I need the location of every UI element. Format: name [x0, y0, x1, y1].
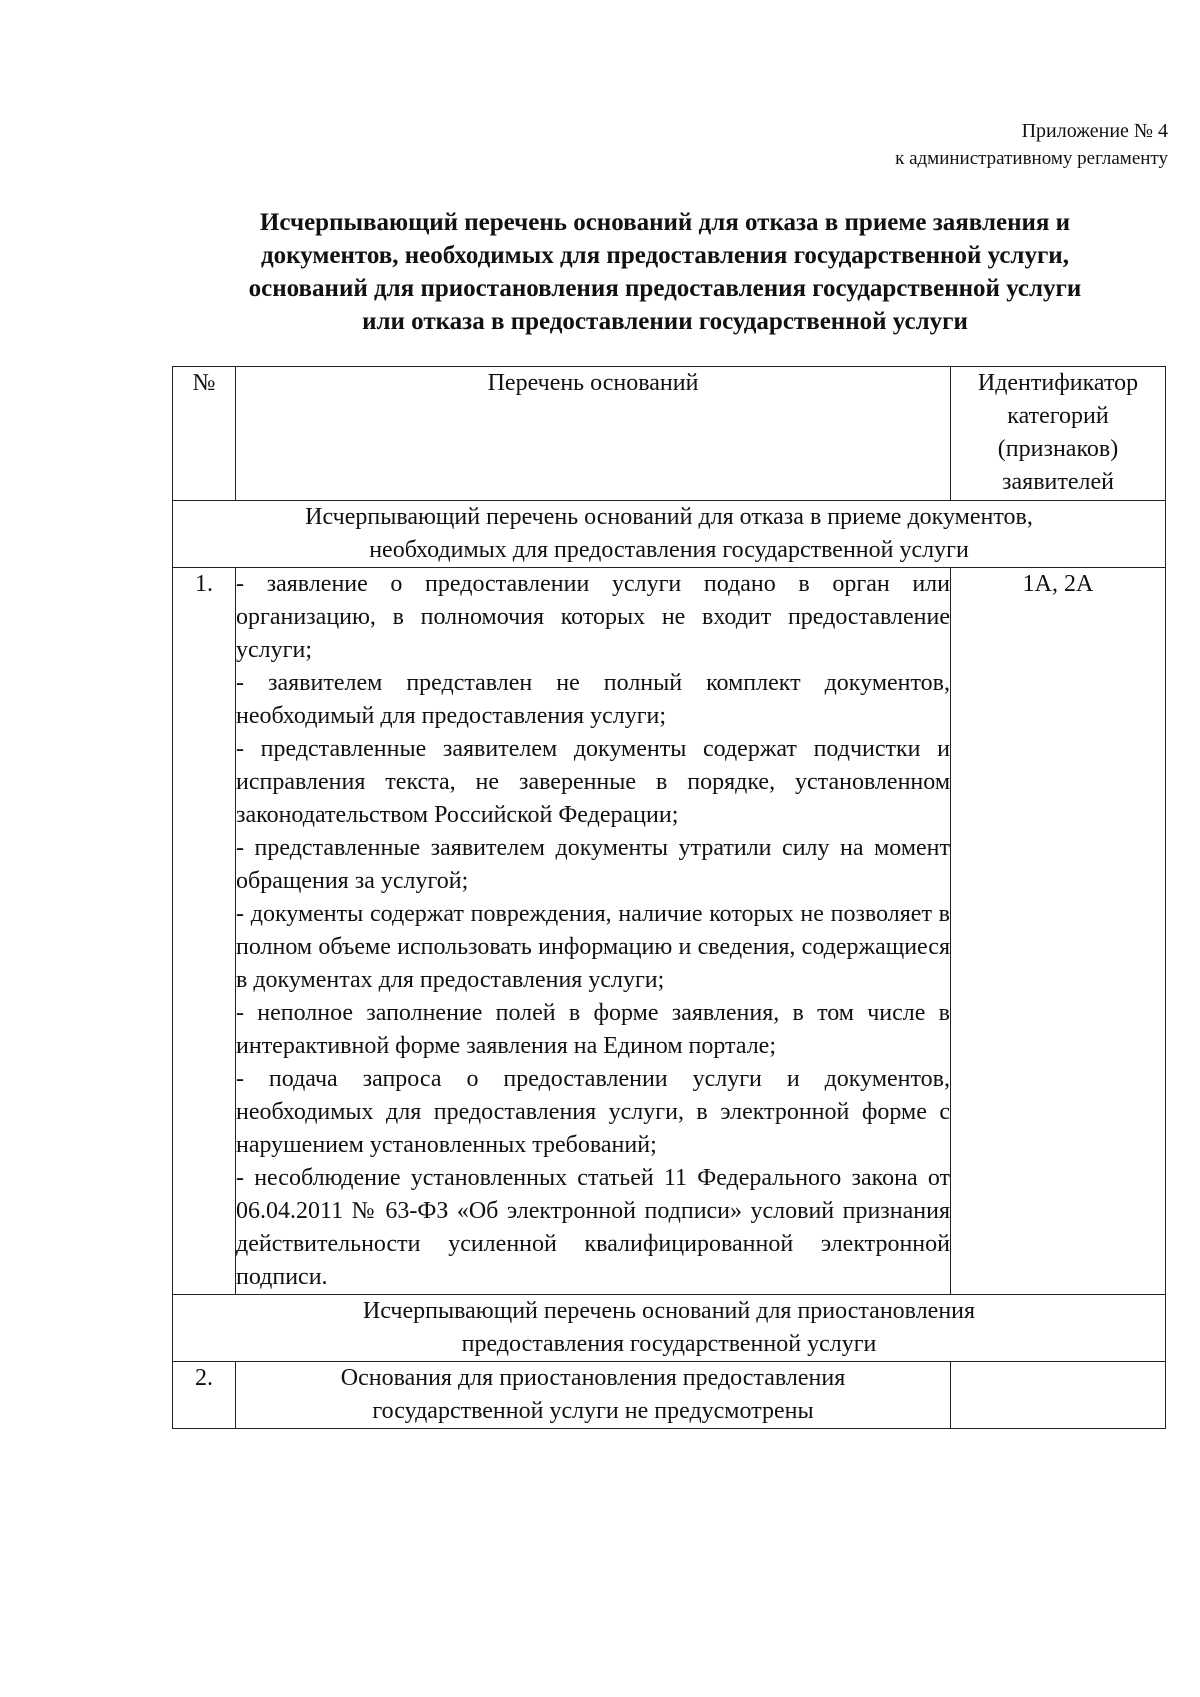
reason-item: - подача запроса о предоставлении услуги и документов, необходимых для предоставления услуги, в электронной форме с нарушением установленных требований;: [236, 1066, 950, 1158]
reason-item: - представленные заявителем документы утратили силу на момент обращения за услугой;: [236, 835, 950, 894]
identifier-cell-empty: [951, 1362, 1166, 1429]
column-header-identifier: Идентификатор категорий (признаков) заявителей: [951, 367, 1166, 501]
identifier-cell: 1А, 2А: [951, 568, 1166, 1295]
table-row: [173, 568, 1166, 1295]
document-title: [170, 206, 1160, 338]
section-heading: [173, 1295, 1166, 1362]
row-number: 2.: [173, 1362, 236, 1429]
reasons-cell: [236, 568, 951, 1295]
appendix-header: [895, 118, 1168, 172]
section-heading-line: необходимых для предоставления государственной услуги: [369, 537, 969, 563]
grounds-table: [172, 366, 1166, 1429]
section-heading-line: Исчерпывающий перечень оснований для отказа в приеме документов,: [305, 504, 1033, 530]
reason-item: - представленные заявителем документы содержат подчистки и исправления текста, не заверенные в порядке, установленном законодательством Российской Федерации;: [236, 736, 950, 828]
reason-item: - неполное заполнение полей в форме заявления, в том числе в интерактивной форме заявления на Едином портале;: [236, 1000, 950, 1059]
title-line: документов, необходимых для предоставления государственной услуги,: [261, 242, 1069, 269]
column-header-number: №: [173, 367, 236, 501]
appendix-number: Приложение № 4: [1021, 120, 1168, 142]
table-header-row: [173, 367, 1166, 501]
section-heading-line: предоставления государственной услуги: [461, 1331, 877, 1357]
suspension-text-line: государственной услуги не предусмотрены: [372, 1398, 814, 1424]
table-row: [173, 1362, 1166, 1429]
reason-item: - заявителем представлен не полный комплект документов, необходимый для предоставления услуги;: [236, 670, 950, 729]
section-heading-line: Исчерпывающий перечень оснований для приостановления: [362, 1298, 976, 1324]
reason-item: - заявление о предоставлении услуги подано в орган или организацию, в полномочия которых не входит предоставление услуги;: [236, 571, 950, 663]
row-number: 1.: [173, 568, 236, 1295]
title-line: Исчерпывающий перечень оснований для отказа в приеме заявления и: [259, 209, 1071, 236]
section-row-refusal: [173, 501, 1166, 568]
section-row-suspension: [173, 1295, 1166, 1362]
reason-item: - документы содержат повреждения, наличие которых не позволяет в полном объеме использовать информацию и сведения, содержащиеся в документах для предоставления услуги;: [236, 901, 950, 993]
section-heading: [173, 501, 1166, 568]
reason-item: - несоблюдение установленных статьей 11 Федерального закона от 06.04.2011 № 63-ФЗ «Об электронной подписи» условий признания действительности усиленной квалифицированной электронной подписи.: [236, 1165, 950, 1290]
suspension-text-line: Основания для приостановления предоставления: [340, 1365, 846, 1391]
title-line: оснований для приостановления предоставления государственной услуги: [248, 275, 1082, 302]
suspension-text-cell: [236, 1362, 951, 1429]
title-line: или отказа в предоставлении государственной услуги: [362, 308, 968, 335]
column-header-list: Перечень оснований: [236, 367, 951, 501]
appendix-reference: к административному регламенту: [895, 148, 1168, 169]
